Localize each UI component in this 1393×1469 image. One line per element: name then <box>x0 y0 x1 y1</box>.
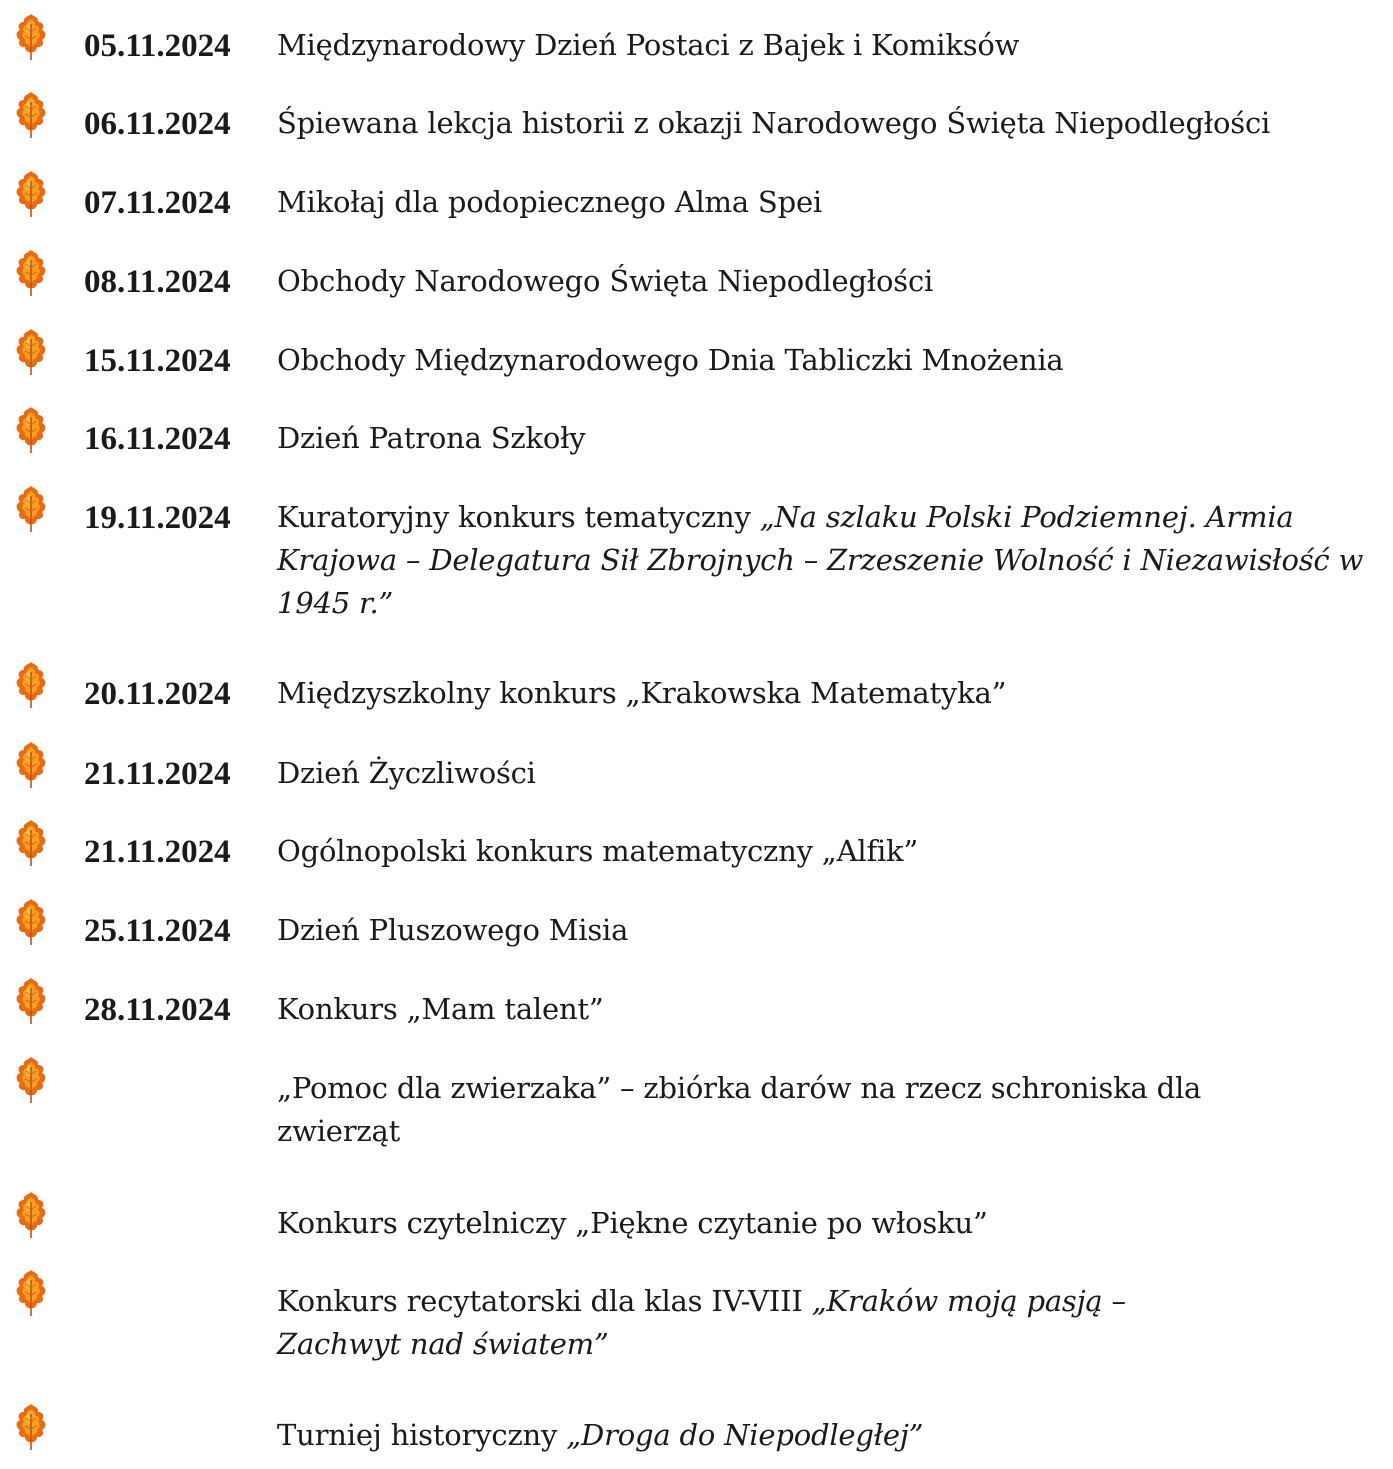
event-description <box>277 752 1377 795</box>
event-description <box>277 988 1377 1031</box>
event-description <box>277 1280 1237 1366</box>
event-description <box>277 1414 1377 1457</box>
event-text: „Pomoc dla zwierzaka” – zbiórka darów na rzecz schroniska dla zwierząt <box>277 1071 1202 1148</box>
event-text: Ogólnopolski konkurs matematyczny „Alfik” <box>277 834 919 868</box>
event-date: 20.11.2024 <box>84 676 231 712</box>
event-text: Międzynarodowy Dzień Postaci z Bajek i Komiksów <box>277 28 1020 62</box>
event-text: Konkurs recytatorski dla klas IV-VIII <box>277 1284 812 1318</box>
oak-leaf-icon <box>14 248 48 298</box>
event-description <box>277 1202 1377 1245</box>
event-text: Konkurs czytelniczy „Piękne czytanie po włosku” <box>277 1206 988 1240</box>
event-date: 05.11.2024 <box>84 28 231 64</box>
event-title-italic: „Kraków moją pasją – Zachwyt nad światem” <box>277 1284 1126 1361</box>
event-text: Kuratoryjny konkurs tematyczny <box>277 500 760 534</box>
event-date: 25.11.2024 <box>84 913 231 949</box>
oak-leaf-icon <box>14 1055 48 1105</box>
event-title-italic: „Droga do Niepodległej” <box>566 1418 924 1452</box>
oak-leaf-icon <box>14 740 48 790</box>
event-text: Obchody Narodowego Święta Niepodległości <box>277 264 934 298</box>
event-title-italic: „Na szlaku Polski Podziemnej. Armia Krajowa – Delegatura Sił Zbrojnych – Zrzeszenie Wolność i Niezawisłość w 1945 r.” <box>277 500 1364 620</box>
event-text: Obchody Międzynarodowego Dnia Tabliczki Mnożenia <box>277 343 1064 377</box>
event-date: 28.11.2024 <box>84 992 231 1028</box>
event-description <box>277 672 1377 715</box>
event-description <box>277 496 1377 625</box>
event-text: Dzień Życzliwości <box>277 756 536 790</box>
event-description <box>277 24 1377 67</box>
event-date: 07.11.2024 <box>84 185 231 221</box>
event-text: Konkurs „Mam talent” <box>277 992 604 1026</box>
event-description <box>277 181 1377 224</box>
oak-leaf-icon <box>14 1402 48 1452</box>
event-date: 16.11.2024 <box>84 421 231 457</box>
event-text: Dzień Pluszowego Misia <box>277 913 629 947</box>
event-description <box>277 260 1377 303</box>
event-text: Śpiewana lekcja historii z okazji Narodowego Święta Niepodległości <box>277 106 1271 140</box>
oak-leaf-icon <box>14 405 48 455</box>
event-description <box>277 1067 1257 1153</box>
oak-leaf-icon <box>14 897 48 947</box>
oak-leaf-icon <box>14 327 48 377</box>
event-text: Międzyszkolny konkurs „Krakowska Matematyka” <box>277 676 1007 710</box>
oak-leaf-icon <box>14 12 48 62</box>
event-description <box>277 339 1377 382</box>
oak-leaf-icon <box>14 90 48 140</box>
event-date: 21.11.2024 <box>84 834 231 870</box>
oak-leaf-icon <box>14 1190 48 1240</box>
oak-leaf-icon <box>14 1268 48 1318</box>
event-date: 15.11.2024 <box>84 343 231 379</box>
event-date: 19.11.2024 <box>84 500 231 536</box>
event-date: 08.11.2024 <box>84 264 231 300</box>
event-date: 06.11.2024 <box>84 106 231 142</box>
oak-leaf-icon <box>14 169 48 219</box>
oak-leaf-icon <box>14 660 48 710</box>
event-description <box>277 909 1377 952</box>
event-text: Dzień Patrona Szkoły <box>277 421 586 455</box>
event-description <box>277 417 1377 460</box>
event-date: 21.11.2024 <box>84 756 231 792</box>
event-text: Turniej historyczny <box>277 1418 567 1452</box>
event-description <box>277 830 1377 873</box>
oak-leaf-icon <box>14 484 48 534</box>
event-description <box>277 102 1377 145</box>
oak-leaf-icon <box>14 976 48 1026</box>
event-text: Mikołaj dla podopiecznego Alma Spei <box>277 185 822 219</box>
oak-leaf-icon <box>14 818 48 868</box>
